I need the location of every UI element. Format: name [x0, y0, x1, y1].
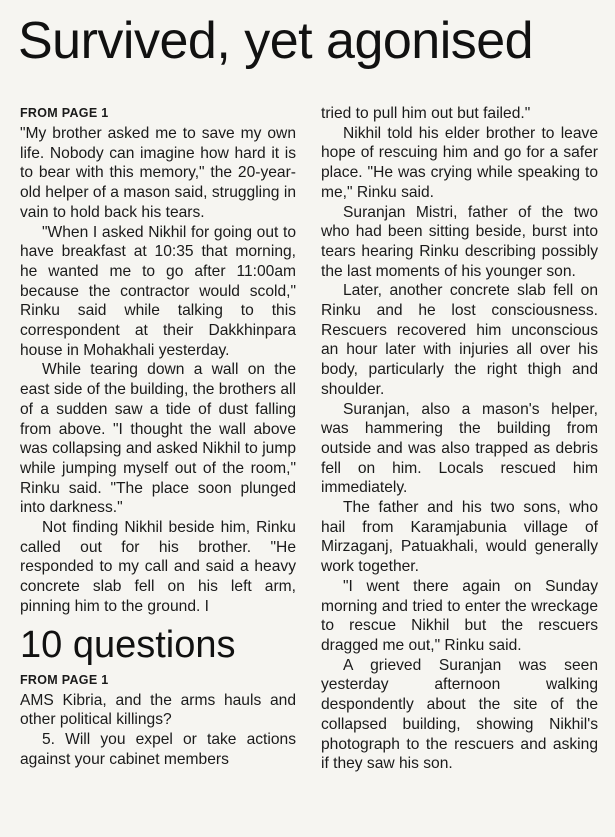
- left-column: [20, 104, 296, 769]
- story1-paragraph: The father and his two sons, who hail from Karamjabunia village of Mirzaganj, Patuakhali, would generally work together.: [321, 499, 598, 576]
- story1-paragraph: Nikhil told his elder brother to leave hope of rescuing him and go for a safer place. "He was crying while speaking to me," Rinku said.: [321, 124, 598, 201]
- story1-paragraph: tried to pull him out but failed.": [321, 105, 531, 122]
- story2-from-page-label: FROM PAGE 1: [20, 672, 109, 687]
- headline: Survived, yet agonised: [18, 12, 534, 70]
- story1-paragraph: While tearing down a wall on the east side of the building, the brothers all of a sudden saw a tide of dust falling from above. "I thought the wall above was collapsing and asked Nikhil to jump while jumping myself out of the room," Rinku said. "The place soon plunged into darkness.": [20, 361, 296, 517]
- story2-headline: 10 questions: [20, 623, 236, 666]
- story1-paragraph: A grieved Suranjan was seen yesterday afternoon walking despondently about the site of the collapsed building, showing Nikhil's photograph to the rescuers and asking if they saw his son.: [321, 656, 598, 773]
- story2-paragraph: 5. Will you expel or take actions against your cabinet members: [20, 730, 296, 768]
- story1-paragraph: Not finding Nikhil beside him, Rinku called out for his brother. "He responded to my call and said a heavy concrete slab fell on his left arm, pinning him to the ground. I: [20, 519, 296, 615]
- story1-paragraph: "I went there again on Sunday morning and tried to enter the wreckage to rescue Nikhil but the rescuers dragged me out," Rinku said.: [321, 577, 598, 654]
- story1-paragraph: Suranjan Mistri, father of the two who had been sitting beside, burst into tears hearing Rinku describing possibly the last moments of his younger son.: [321, 203, 598, 280]
- story1-paragraph: "When I asked Nikhil for going out to have breakfast at 10:35 that morning, he wanted me to go after 11:00am because the contractor would scold," Rinku said while talking to this correspondent at their Dakkhinpara house in Mohakhali yesterday.: [20, 223, 296, 359]
- right-column: [321, 104, 598, 774]
- story1-paragraph: Later, another concrete slab fell on Rinku and he lost consciousness. Rescuers recovered him unconscious an hour later with injuries all over his body, particularly the right thigh and shoulder.: [321, 282, 598, 398]
- story1-paragraph: "My brother asked me to save my own life. Nobody can imagine how hard it is to bear with this memory," the 20-year-old helper of a mason said, struggling in vain to hold back his tears.: [20, 125, 296, 221]
- story1-paragraph: Suranjan, also a mason's helper, was hammering the building from outside and was also trapped as debris fell on him. Locals rescued him immediately.: [321, 400, 598, 497]
- story1-from-page-label: FROM PAGE 1: [20, 106, 109, 120]
- story2-paragraph: AMS Kibria, and the arms hauls and other political killings?: [20, 691, 296, 729]
